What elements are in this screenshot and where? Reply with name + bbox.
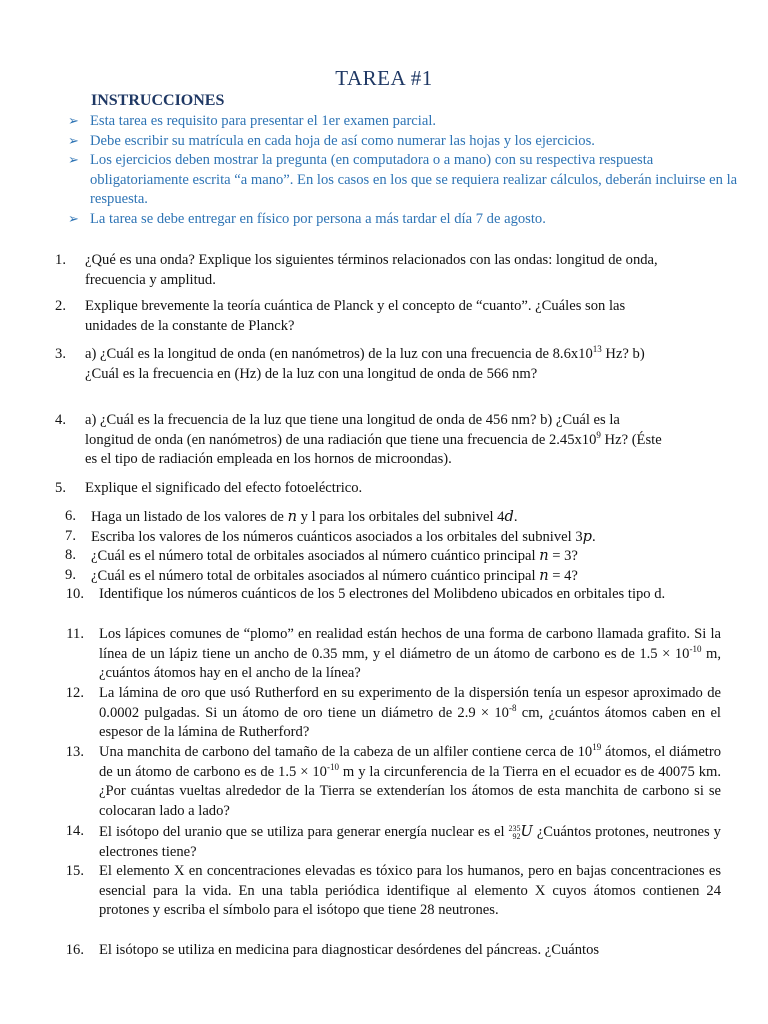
document-page: TAREA #1 INSTRUCCIONES ➢ Esta tarea es requisito para presentar el 1er examen parcial. ➢ Debe escribir su matrícula en cada hoja de así como numerar las hojas y los ejercicios. ➢ Los ejercicios deben mostrar la pregunta (en computadora o a mano) con su respectiva respuesta obligatoriamente escrita “a mano”. En los casos en los que se requiera realizar cálculos, deberán incluirse en la respuesta. ➢ La tarea se debe entregar en físico por persona a más tardar el día 7 de agosto. 1. ¿Qué es una onda? Explique los siguientes términos relacionados con las ondas: longitud de onda, frecuencia y amplitud. 2. Explique brevemente la teoría cuántica de Planck y el concepto de “cuanto”. ¿Cuáles son las unidades de la constante de Planck? 3. a) ¿Cuál es la longitud de onda (en nanómetros) de la luz con una frecuencia de $8.6x10^{13}$ Hz? b) ¿Cuál es la frecuencia en (Hz) de la luz con una longitud de onda de 566 nm? 4. a) ¿Cuál es la frecuencia de la luz que tiene una longitud de onda de 456 nm? b) ¿Cuál es la longitud de onda (en nanómetros) de una radiación que tiene una frecuencia de $2.45x10^9$ Hz? (Éste es el tipo de radiación empleada en los hornos de microondas). 5. Explique el significado del efecto fotoeléctrico. 6. Haga un listado de los valores de n y l para los orbitales del subnivel 4d. 7. Escriba los valores de los números cuánticos asociados a los orbitales del subnivel 3p. 8. ¿Cuál es el número total de orbitales asociados al número cuántico principal n = 3? 9. ¿Cuál es el número total de orbitales asociados al número cuántico principal n = 4? 10. Identifique los números cuánticos de los 5 electrones del Molibdeno ubicados en orbitales tipo d. 11. Los lápices comunes de “plomo” en realidad están hechos de una forma de carbono llamada grafito. Si la línea de un lápiz tiene un ancho de 0.35 mm, y el diámetro de un átomo de carbono es de $1.5 \times 10^{-10}$ m, ¿cuántos átomos hay en el ancho de la línea? 12. La lámina de oro que usó Rutherford en su experimento de la dispersión tenía un espesor aproximado de 0.0002 pulgadas. Si un átomo de oro tiene un diámetro de $2.9 \times 10^{-8}$ cm, ¿cuántos átomos caben en el espesor de la lámina de Rutherford? 13. Una manchita de carbono del tamaño de la cabeza de un alfiler contiene cerca de $10^{19}$ átomos, el diámetro de un átomo de carbono es de $1.5 \times 10^{-10}$ m y la circunferencia de la Tierra en el ecuador es de 40075 km. ¿Por cuántas vueltas alrededor de la Tierra se extenderían los átomos de esta manchita de carbono si se colocaran lado a lado? 14. El isótopo del uranio que se utiliza para generar energía nuclear es el 235 92U ¿Cuántos protones, neutrones y electrones tiene? 15. El elemento X en concentraciones elevadas es tóxico para los humanos, pero en bajas concentraciones es esencial para la vida. En una tabla periódica identifique al elemento X cuyos átomos contienen 24 protones y escriba el símbolo para el isótopo que tiene 28 neutrones. 16. El isótopo se utiliza en medicina para diagnosticar desórdenes del páncreas. ¿Cuántos	[0, 0, 768, 1024]
arrow-bullet-icon: ➢	[68, 211, 79, 227]
instruction-item: ➢ La tarea se debe entregar en físico por persona a más tardar el día 7 de agosto.	[68, 210, 738, 230]
arrow-bullet-icon: ➢	[68, 153, 79, 168]
instructions-heading: INSTRUCCIONES	[91, 92, 225, 109]
page-title: TAREA #1	[335, 66, 433, 90]
instruction-item: ➢ Debe escribir su matrícula en cada hoja de así como numerar las hojas y los ejercicios.	[68, 132, 738, 152]
arrow-bullet-icon: ➢	[68, 114, 79, 129]
instruction-item: ➢ Esta tarea es requisito para presentar el 1er examen parcial.	[68, 112, 738, 132]
instruction-item: ➢ Los ejercicios deben mostrar la pregunta (en computadora o a mano) con su respectiva respuesta obligatoriamente escrita “a mano”. En los casos en los que se requiera realizar cálculos, deberán incluirse en la respuesta.	[68, 152, 738, 207]
arrow-bullet-icon: ➢	[68, 133, 79, 149]
instructions-list	[68, 112, 738, 229]
